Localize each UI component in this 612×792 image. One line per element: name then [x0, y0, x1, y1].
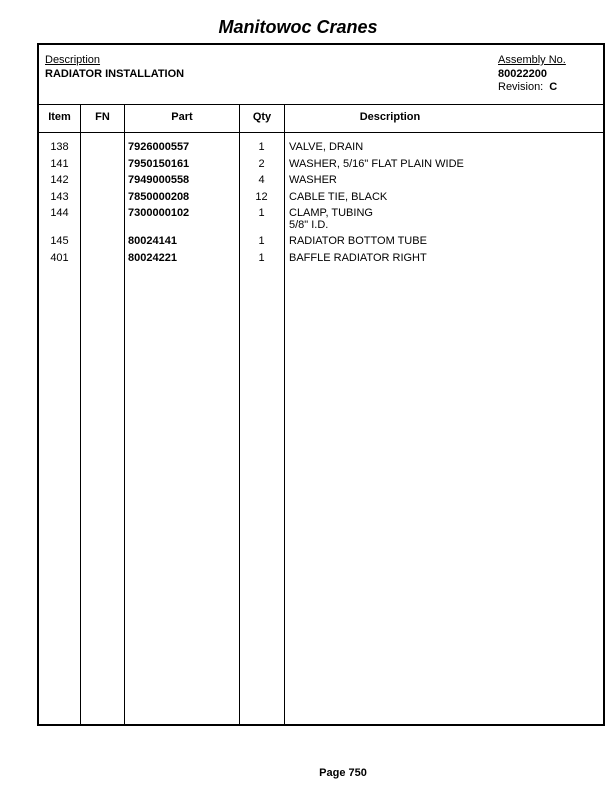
assembly-number: 80022200 — [498, 68, 547, 80]
item-number: 143 — [50, 190, 69, 203]
part-number: 7850000208 — [128, 190, 190, 203]
revision — [498, 81, 557, 93]
part-description: VALVE, DRAIN — [289, 141, 364, 153]
item-number: 138 — [50, 141, 69, 153]
column-header-description: Description — [359, 111, 421, 123]
item-number: 141 — [50, 157, 69, 170]
assembly-number-label: Assembly No. — [498, 54, 566, 66]
part-number: 7950150161 — [128, 157, 190, 170]
part-number: 7926000557 — [128, 141, 190, 153]
part-description — [289, 207, 373, 231]
item-number: 144 — [50, 207, 69, 219]
parts-list-frame — [37, 43, 605, 726]
parts-table-body — [39, 141, 603, 268]
description-label: Description — [45, 54, 101, 66]
part-description: BAFFLE RADIATOR RIGHT — [289, 251, 427, 264]
page-title: Manitowoc Cranes — [218, 17, 378, 37]
quantity: 1 — [258, 207, 265, 219]
assembly-description: RADIATOR INSTALLATION — [45, 68, 185, 80]
part-number: 7949000558 — [128, 174, 190, 186]
part-number: 80024141 — [128, 235, 177, 247]
quantity: 4 — [258, 174, 265, 186]
item-number: 142 — [50, 174, 69, 186]
part-number: 80024221 — [128, 251, 177, 264]
assembly-header — [39, 45, 603, 105]
item-number: 401 — [50, 251, 69, 264]
table-row — [39, 235, 603, 252]
part-description: WASHER — [289, 174, 337, 186]
part-description: WASHER, 5/16" FLAT PLAIN WIDE — [289, 157, 464, 170]
revision-label: Revision: — [498, 81, 544, 93]
quantity: 1 — [258, 141, 265, 153]
quantity: 12 — [255, 190, 268, 203]
description-line-2: 5/8" I.D. — [289, 219, 329, 231]
column-header-item: Item — [48, 111, 71, 123]
quantity: 1 — [258, 251, 265, 264]
table-row — [39, 191, 603, 208]
part-description: CABLE TIE, BLACK — [289, 190, 388, 203]
table-row — [39, 158, 603, 175]
revision-value: C — [549, 81, 558, 93]
part-number: 7300000102 — [128, 207, 190, 219]
page-number: Page 750 — [319, 767, 367, 779]
column-header-part: Part — [171, 111, 193, 123]
item-number: 145 — [50, 235, 69, 247]
table-row — [39, 141, 603, 158]
column-header-fn: FN — [95, 111, 110, 123]
quantity: 1 — [258, 235, 265, 247]
table-row — [39, 207, 603, 235]
table-row — [39, 174, 603, 191]
quantity: 2 — [258, 157, 265, 170]
table-row — [39, 252, 603, 269]
description-line-1: CLAMP, TUBING — [289, 207, 373, 219]
column-header-qty: Qty — [252, 111, 272, 123]
part-description: RADIATOR BOTTOM TUBE — [289, 235, 427, 247]
